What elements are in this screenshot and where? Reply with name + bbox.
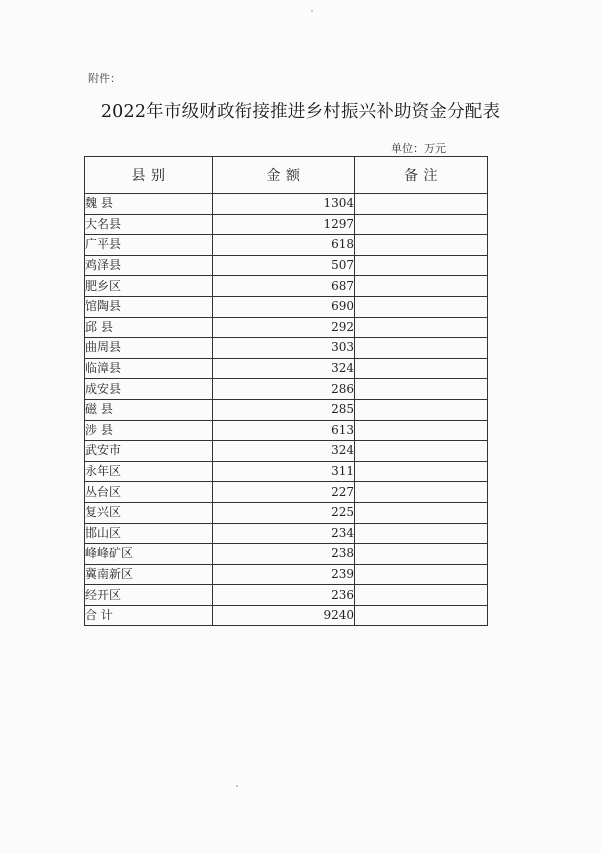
amount-cell: 285 [213, 399, 355, 420]
amount-cell: 507 [213, 255, 355, 276]
table-row [85, 317, 488, 338]
county-cell: 魏 县 [85, 194, 213, 215]
amount-cell: 1304 [213, 194, 355, 215]
remarks-cell [355, 502, 488, 523]
remarks-cell [355, 482, 488, 503]
table-body [85, 194, 488, 626]
county-cell: 永年区 [85, 461, 213, 482]
table-row [85, 194, 488, 215]
header-remarks: 备 注 [355, 157, 488, 194]
remarks-cell [355, 358, 488, 379]
county-cell: 馆陶县 [85, 296, 213, 317]
amount-cell: 324 [213, 441, 355, 462]
remarks-cell [355, 585, 488, 606]
remarks-cell [355, 235, 488, 256]
county-cell: 广平县 [85, 235, 213, 256]
remarks-cell [355, 441, 488, 462]
header-amount: 金 额 [213, 157, 355, 194]
unit-label: 单位：万元 [391, 142, 446, 155]
table-row [85, 585, 488, 606]
county-cell: 武安市 [85, 441, 213, 462]
remarks-cell [355, 214, 488, 235]
amount-cell: 1297 [213, 214, 355, 235]
allocation-table [84, 156, 488, 626]
remarks-cell [355, 523, 488, 544]
amount-cell: 303 [213, 338, 355, 359]
remarks-cell [355, 420, 488, 441]
scan-speck [236, 785, 238, 787]
county-cell: 成安县 [85, 379, 213, 400]
remarks-cell [355, 379, 488, 400]
header-county: 县 别 [85, 157, 213, 194]
county-cell: 峰峰矿区 [85, 544, 213, 565]
table-row [85, 296, 488, 317]
amount-cell: 618 [213, 235, 355, 256]
table-row [85, 564, 488, 585]
remarks-cell [355, 564, 488, 585]
county-cell: 鸡泽县 [85, 255, 213, 276]
total-remarks-cell [355, 605, 488, 626]
table-row [85, 461, 488, 482]
table-row [85, 338, 488, 359]
county-cell: 曲周县 [85, 338, 213, 359]
amount-cell: 234 [213, 523, 355, 544]
remarks-cell [355, 255, 488, 276]
county-cell: 大名县 [85, 214, 213, 235]
document-title: 2022年市级财政衔接推进乡村振兴补助资金分配表 [100, 102, 501, 122]
total-amount-cell: 9240 [213, 605, 355, 626]
county-cell: 丛台区 [85, 482, 213, 503]
amount-cell: 227 [213, 482, 355, 503]
table-row [85, 523, 488, 544]
table-row [85, 358, 488, 379]
amount-cell: 690 [213, 296, 355, 317]
table-row [85, 379, 488, 400]
county-cell: 邯山区 [85, 523, 213, 544]
total-row [85, 605, 488, 626]
remarks-cell [355, 399, 488, 420]
table-header-row [85, 157, 488, 194]
amount-cell: 292 [213, 317, 355, 338]
remarks-cell [355, 544, 488, 565]
table-row [85, 214, 488, 235]
attachment-label: 附件： [88, 72, 121, 85]
county-cell: 经开区 [85, 585, 213, 606]
table-row [85, 502, 488, 523]
county-cell: 复兴区 [85, 502, 213, 523]
table-row [85, 399, 488, 420]
amount-cell: 687 [213, 276, 355, 297]
county-cell: 肥乡区 [85, 276, 213, 297]
amount-cell: 236 [213, 585, 355, 606]
county-cell: 冀南新区 [85, 564, 213, 585]
county-cell: 磁 县 [85, 399, 213, 420]
amount-cell: 311 [213, 461, 355, 482]
remarks-cell [355, 338, 488, 359]
amount-cell: 225 [213, 502, 355, 523]
remarks-cell [355, 194, 488, 215]
amount-cell: 286 [213, 379, 355, 400]
table-row [85, 482, 488, 503]
amount-cell: 239 [213, 564, 355, 585]
table-row [85, 544, 488, 565]
total-county-cell: 合 计 [85, 605, 213, 626]
remarks-cell [355, 461, 488, 482]
amount-cell: 613 [213, 420, 355, 441]
table-row [85, 235, 488, 256]
amount-cell: 238 [213, 544, 355, 565]
county-cell: 邱 县 [85, 317, 213, 338]
table-row [85, 441, 488, 462]
table-row [85, 420, 488, 441]
remarks-cell [355, 296, 488, 317]
county-cell: 涉 县 [85, 420, 213, 441]
county-cell: 临漳县 [85, 358, 213, 379]
amount-cell: 324 [213, 358, 355, 379]
remarks-cell [355, 276, 488, 297]
scan-speck [311, 10, 313, 12]
table-row [85, 276, 488, 297]
table-row [85, 255, 488, 276]
remarks-cell [355, 317, 488, 338]
